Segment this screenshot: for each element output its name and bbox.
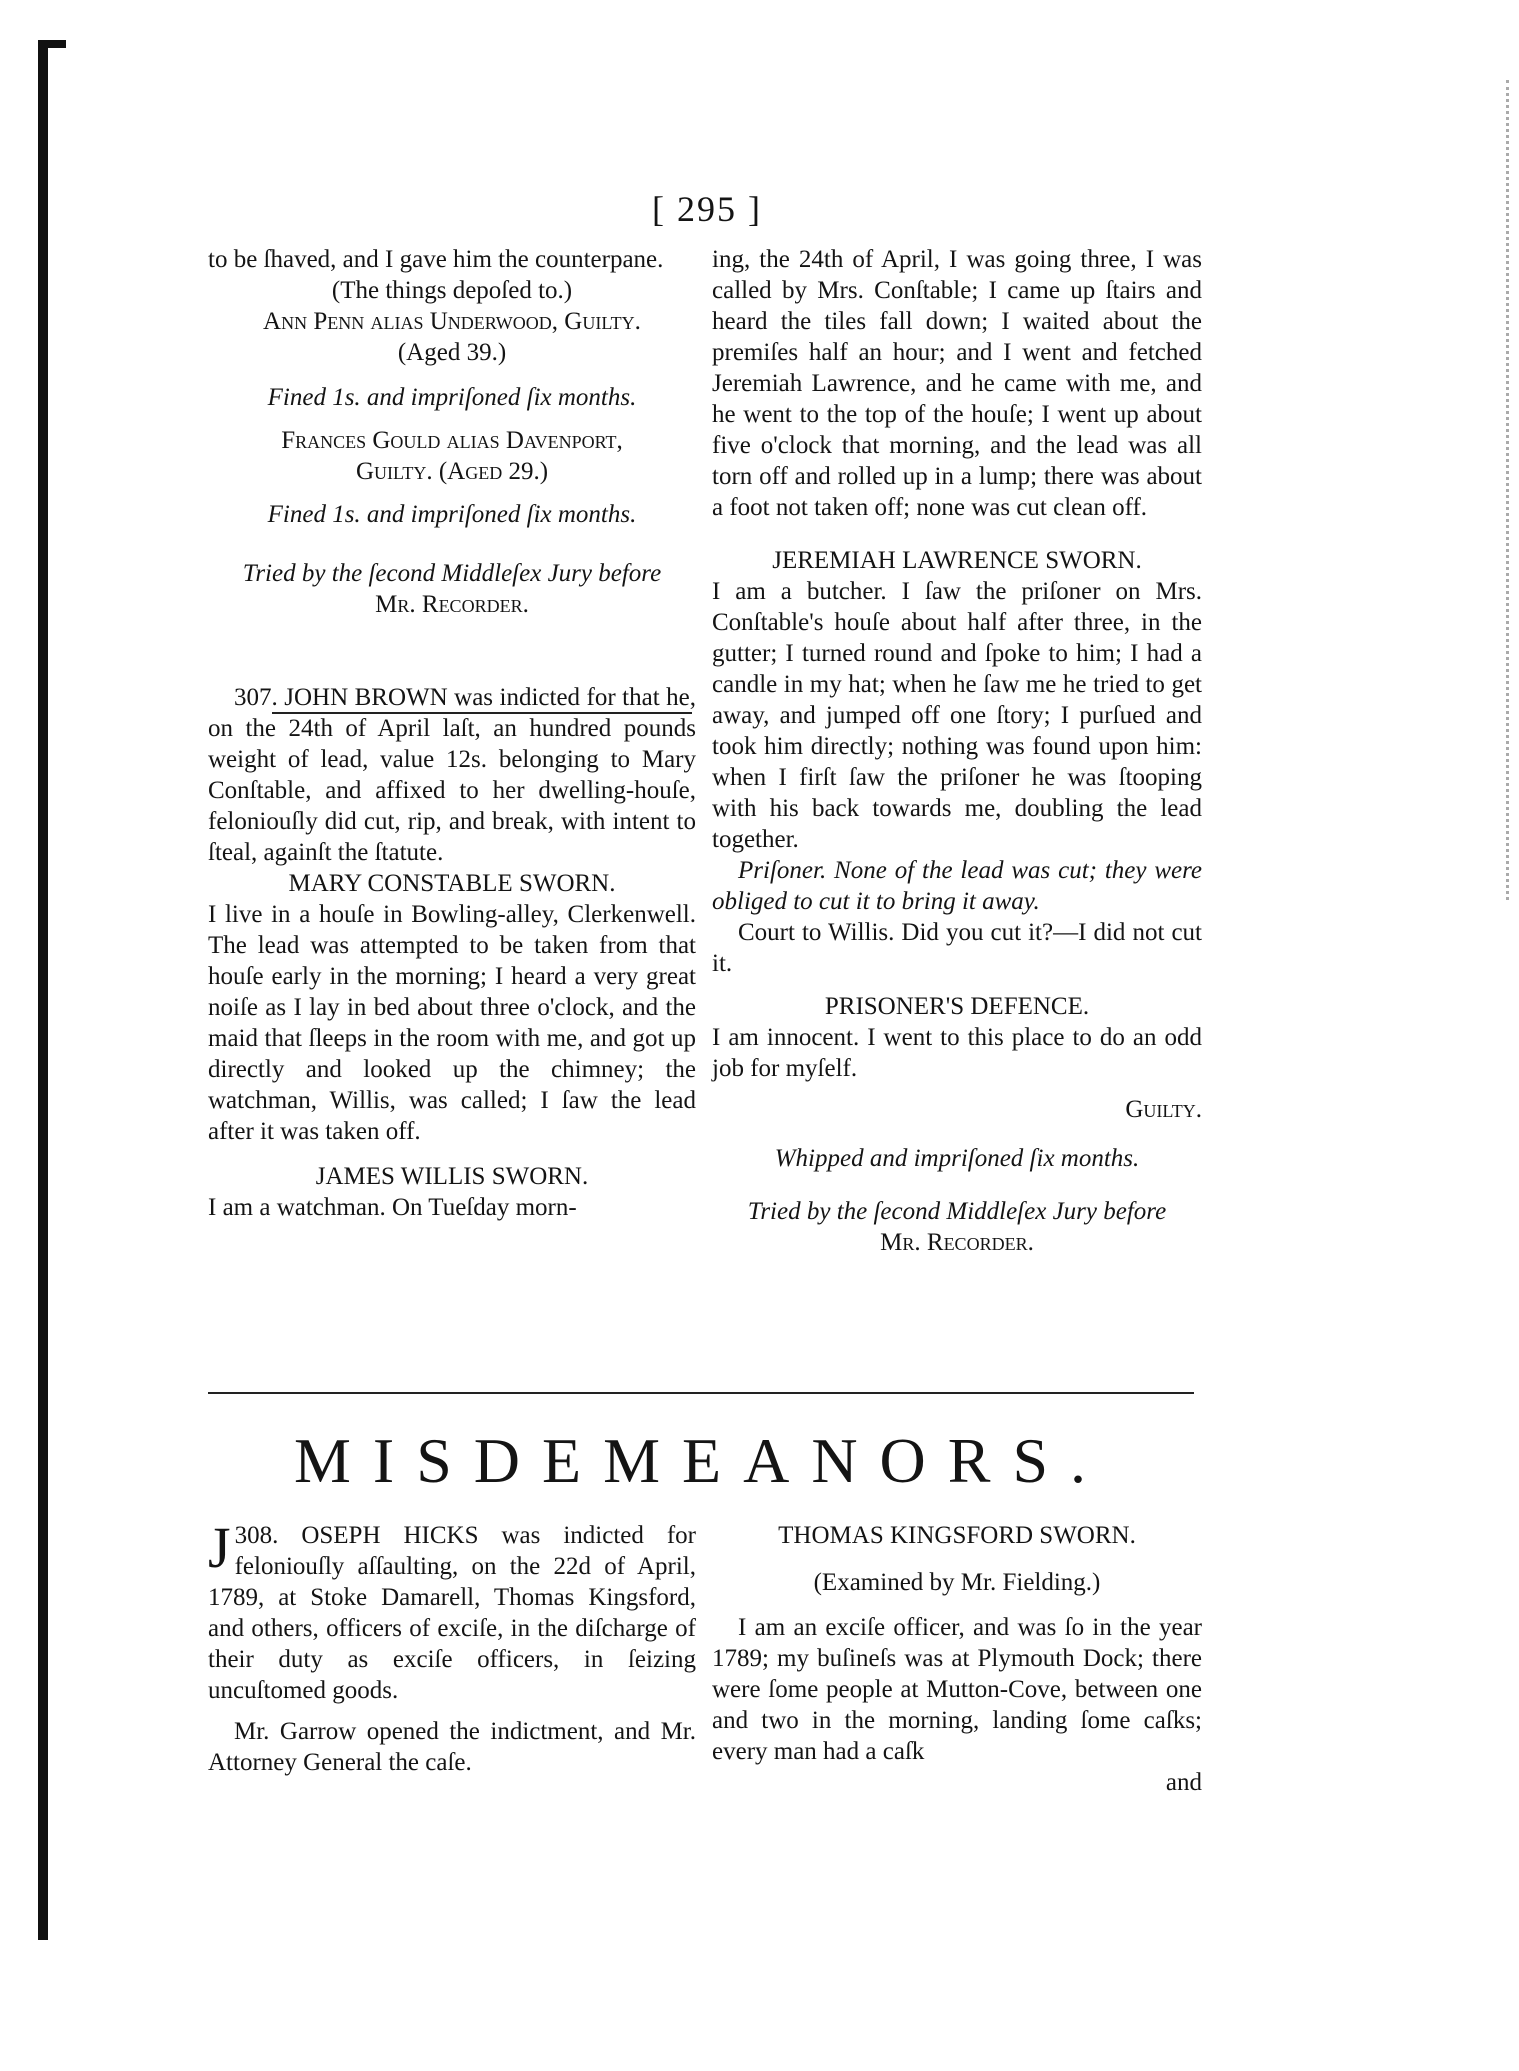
verdict-line: Guilty. (Aged 29.)	[355, 458, 549, 485]
left-note: (The things depoſed to.)	[331, 277, 573, 304]
witness-heading: MARY CONSTABLE SWORN.	[288, 870, 616, 897]
examiner-line: (Examined by Mr. Fielding.)	[813, 1569, 1101, 1596]
case-number: 308.	[234, 1522, 279, 1549]
indictment-paragraph: 307. JOHN BROWN was indicted for that he, on the 24th of April laſt, an hundred pounds weight of lead, value 12s. belonging to Mary Conſtable, and affixed to her dwelling-houſe, feloniouſly did cut, rip, and break, with intent to ſteal, againſt the ſtatute.	[208, 684, 696, 866]
testimony-paragraph: I am a butcher. I ſaw the priſoner on Mrs. Conſtable's houſe about half after three, in the gutter; I turned round and ſpoke to him; I had a candle in my hat; when he ſaw me he tried to get away, and jumped off one ſtory; I purſued and took him directly; nothing was found upon him: when I firſt ſaw the priſoner he was ſtooping with his back towards me, doubling the lead together.	[712, 578, 1202, 853]
testimony-paragraph: I am an exciſe officer, and was ſo in the year 1789; my buſineſs was at Plymouth Dock; there were ſome people at Mutton-Cove, between one and two in the morning, landing ſome caſks; every man had a caſk	[712, 1614, 1202, 1765]
witness-heading: JAMES WILLIS SWORN.	[315, 1163, 589, 1190]
verdict-line: Frances Gould alias Davenport,	[281, 427, 623, 454]
testimony-paragraph: I live in a houſe in Bowling-alley, Clerkenwell. The lead was attempted to be taken from that houſe early in the morning; I heard a very great noiſe as I lay in bed about three o'clock, and the maid that ſleeps in the room with me, and got up directly and looked up the chimney; the watchman, Willis, was called; I ſaw the lead after it was taken off.	[208, 901, 696, 1145]
scan-margin-marks	[1476, 80, 1509, 900]
testimony-paragraph: Priſoner. None of the lead was cut; they were obliged to cut it to bring it away.	[712, 857, 1202, 915]
left-column	[208, 244, 696, 1223]
page-binding-edge	[38, 40, 48, 1940]
witness-heading: JEREMIAH LAWRENCE SWORN.	[772, 547, 1142, 574]
section-title: MISDEMEANORS.	[293, 1425, 1109, 1496]
section-rule	[272, 712, 692, 714]
indictment-paragraph	[208, 1515, 696, 1706]
testimony-paragraph: I am innocent. I went to this place to do an odd job for myſelf.	[712, 1024, 1202, 1082]
testimony-paragraph: ing, the 24th of April, I was going three, I was called by Mrs. Conſtable; I came up ſtairs and heard the tiles fall down; I waited about the premiſes half an hour; and I went and fetched Jeremiah Lawrence, and he came with me, and he went to the top of the houſe; I went up about five o'clock that morning, and the lead was all torn off and rolled up in a lump; there was about a foot not taken off; none was cut clean off.	[712, 246, 1202, 521]
page-number: [ 295 ]	[652, 189, 762, 229]
jury-line: Mr. Recorder.	[880, 1229, 1034, 1256]
verdict-line: Ann Penn alias Underwood, Guilty.	[263, 308, 641, 335]
indictment-text: OSEPH HICKS was indicted for feloniouſly aſſaulting, on the 22d of April, 1789, at Stoke Damarell, Thomas Kingsford, and others, officers of exciſe, in the diſcharge of their duty as exciſe officers, in ſeizing uncuſtomed goods.	[208, 1522, 696, 1704]
defence-heading: PRISONER'S DEFENCE.	[824, 993, 1090, 1020]
left-paragraph: to be ſhaved, and I gave him the counterpane.	[208, 246, 664, 273]
drop-cap: J	[208, 1515, 231, 1580]
catchword: and	[1165, 1769, 1202, 1796]
sentence-line: Fined 1s. and impriſoned ſix months.	[267, 384, 637, 411]
bottom-right-column	[712, 1520, 1202, 1798]
section-rule	[208, 1392, 1194, 1394]
age-line: (Aged 39.)	[397, 339, 507, 366]
testimony-paragraph: I am a watchman. On Tueſday morn-	[208, 1194, 577, 1221]
jury-line: Tried by the ſecond Middleſex Jury before	[747, 1198, 1167, 1225]
witness-heading: THOMAS KINGSFORD SWORN.	[778, 1522, 1136, 1549]
page-binding-tick	[38, 40, 66, 48]
testimony-paragraph: Court to Willis. Did you cut it?—I did not cut it.	[712, 919, 1202, 977]
opening-paragraph: Mr. Garrow opened the indictment, and Mr. Attorney General the caſe.	[208, 1718, 696, 1776]
bottom-left-column	[208, 1515, 696, 1778]
right-column	[712, 244, 1202, 1258]
jury-line: Mr. Recorder.	[375, 591, 529, 618]
sentence-line: Whipped and impriſoned ſix months.	[774, 1145, 1140, 1172]
verdict-line: Guilty.	[1125, 1096, 1202, 1123]
jury-line: Tried by the ſecond Middleſex Jury before	[242, 560, 662, 587]
sentence-line: Fined 1s. and impriſoned ſix months.	[267, 501, 637, 528]
